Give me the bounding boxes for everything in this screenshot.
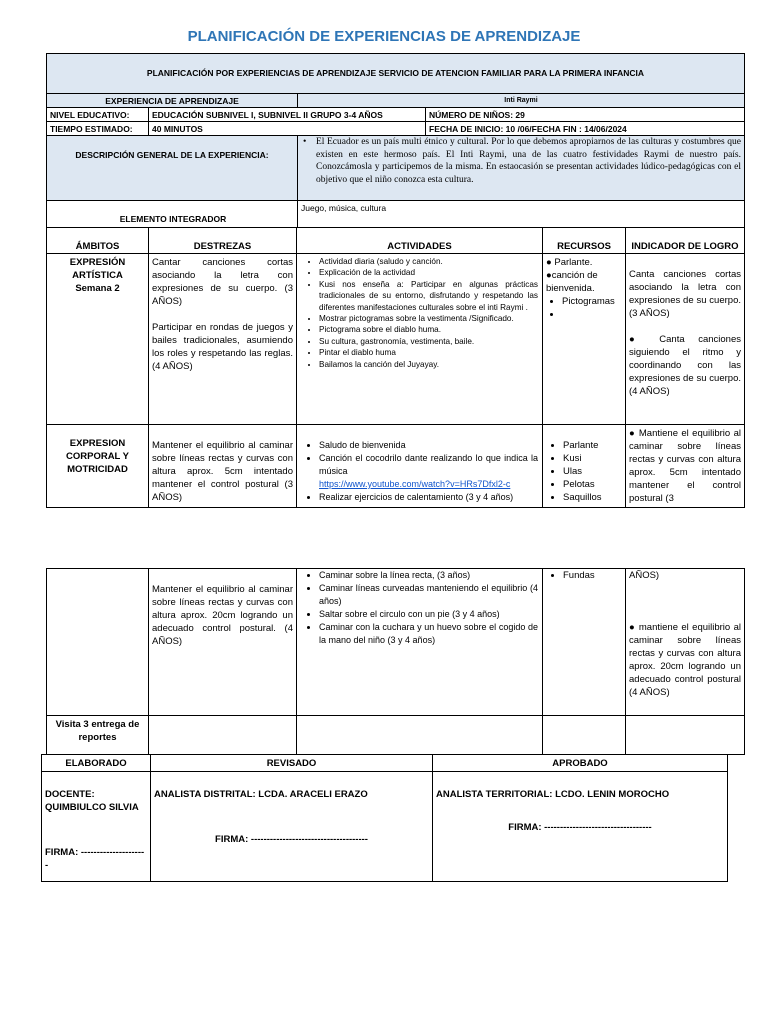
experiencia-label: EXPERIENCIA DE APRENDIZAJE	[46, 93, 298, 108]
col-destrezas: DESTREZAS	[148, 227, 297, 254]
empty-cell	[296, 715, 543, 755]
firma-line: FIRMA: -------------------------------------	[215, 834, 368, 845]
col-ambitos: ÁMBITOS	[46, 227, 149, 254]
header-main: PLANIFICACIÓN POR EXPERIENCIAS DE APRENDIZAJE SERVICIO DE ATENCION FAMILIAR PARA LA PRIMERA INFANCIA	[46, 53, 745, 108]
page-title: PLANIFICACIÓN DE EXPERIENCIAS DE APRENDIZAJE	[187, 28, 581, 45]
activity-item: • Explicación de la actividad	[319, 267, 538, 278]
row1-indicador	[625, 253, 745, 425]
p2-destreza: Mantener el equilibrio al caminar sobre líneas rectas y curvas con altura aprox. 20cm logrando un adecuado control postural. (4 AÑOS)	[148, 568, 297, 716]
recurso-item: • Fundas	[563, 569, 625, 582]
ambito-text: EXPRESIÓN ARTÍSTICA	[69, 257, 126, 281]
recurso-item: • Kusi	[563, 452, 625, 465]
indicador-text: ● mantiene el equilibrio al caminar sobre líneas rectas y curvas con altura aprox. 20cm logrando un adecuado control postural (4 AÑOS)	[629, 622, 741, 698]
elaborado-cell	[41, 771, 151, 882]
activity-item: • Caminar sobre la línea recta, (3 años)	[319, 569, 538, 582]
col-recursos: RECURSOS	[542, 227, 626, 254]
recurso-item: ●canción de bienvenida.	[546, 270, 598, 294]
empty-cell	[542, 715, 626, 755]
row1-recursos	[542, 253, 626, 425]
nivel-value: EDUCACIÓN SUBNIVEL I, SUBNIVEL II GRUPO 3-4 AÑOS	[148, 107, 426, 122]
recurso-item: • Parlante	[563, 439, 625, 452]
ninos-count: NÚMERO DE NIÑOS: 29	[425, 107, 745, 122]
tiempo-value: 40 MINUTOS	[148, 121, 426, 136]
row1-ambito	[46, 253, 149, 425]
semana-text: Semana 2	[75, 283, 120, 294]
aprobado-header: APROBADO	[432, 754, 728, 772]
indicador-text: ● Canta canciones siguiendo el ritmo y coordinando con las expresiones de su cuerpo. (4 AÑOS)	[629, 334, 741, 397]
p2-ambito	[46, 568, 149, 716]
docente-name: DOCENTE: QUIMBIULCO SILVIA	[45, 789, 139, 813]
activity-item: • Saltar sobre el circulo con un pie (3 y 4 años)	[319, 608, 538, 621]
activity-item: • Saludo de bienvenida	[319, 439, 538, 452]
row2-actividades	[296, 424, 543, 508]
indicador-text: Canta canciones cortas asociando la letra con expresiones de su cuerpo. (3 AÑOS)	[629, 269, 741, 319]
elemento-label: ELEMENTO INTEGRADOR	[119, 214, 227, 224]
recurso-item: ● Parlante.	[546, 257, 593, 268]
experiencia-value: Inti Raymi	[297, 93, 745, 108]
aprobado-cell	[432, 771, 728, 882]
bullet-icon: •	[303, 137, 307, 147]
row2-indicador: ● Mantiene el equilibrio al caminar sobre líneas rectas y curvas con altura aprox. 5cm intentado mantener el control postural (3	[625, 424, 745, 508]
row1-destrezas	[148, 253, 297, 425]
fecha: FECHA DE INICIO: 10 /06/FECHA FIN : 14/06/2024	[425, 121, 745, 136]
activity-item: • Realizar ejercicios de calentamiento (3 y 4 años)	[319, 491, 538, 504]
recurso-item: • Ulas	[563, 465, 625, 478]
tiempo-label: TIEMPO ESTIMADO:	[46, 121, 149, 136]
destreza-text: Cantar canciones cortas asociando la letra con expresiones de su cuerpo. (3 AÑOS)	[152, 257, 293, 307]
col-actividades: ACTIVIDADES	[296, 227, 543, 254]
p2-recursos	[542, 568, 626, 716]
recurso-item: • Saquillos	[563, 491, 625, 504]
row1-actividades	[296, 253, 543, 425]
elemento-value: Juego, música, cultura	[297, 200, 745, 228]
revisado-name: ANALISTA DISTRITAL: LCDA. ARACELI ERAZO	[154, 789, 368, 800]
descripcion-value	[297, 135, 745, 201]
activity-item: • Pintar el diablo huma	[319, 347, 538, 358]
aprobado-name: ANALISTA TERRITORIAL: LCDO. LENIN MOROCHO	[436, 789, 670, 800]
revisado-cell	[150, 771, 433, 882]
activity-item: • Canción el cocodrilo dante realizando lo que indica la música https://www.youtube.com/watch?v=HRs7Dfxl2-c	[319, 452, 538, 491]
empty-cell	[625, 715, 745, 755]
indicador-text: AÑOS)	[629, 570, 660, 581]
row2-recursos	[542, 424, 626, 508]
p2-actividades	[296, 568, 543, 716]
elaborado-header: ELABORADO	[41, 754, 151, 772]
recurso-item: • Pictogramas	[562, 295, 622, 308]
row2-ambito: EXPRESION CORPORAL Y MOTRICIDAD	[46, 424, 149, 508]
p2-indicador	[625, 568, 745, 716]
descripcion-label: DESCRIPCIÓN GENERAL DE LA EXPERIENCIA:	[46, 135, 298, 201]
row2-destreza: Mantener el equilibrio al caminar sobre líneas rectas y curvas con altura aprox. 5cm intentado mantener el control postural (3 AÑOS)	[148, 424, 297, 508]
activity-item: • Caminar líneas curveadas manteniendo el equilibrio (4 años)	[319, 582, 538, 608]
activity-item: • Mostrar pictogramas sobre la vestimenta /Significado.	[319, 313, 538, 324]
youtube-link[interactable]: https://www.youtube.com/watch?v=HRs7Dfxl2-c	[319, 479, 511, 489]
activity-item: • Bailamos la canción del Juyayay.	[319, 359, 538, 370]
descripcion-text: El Ecuador es un país multi étnico y cultural. Por lo que debemos apropiarnos de las culturas y costumbres que existen en este hermoso país. El Inti Raymi, una de las cuatro festividades Raymi de nuestro país. Conozcámosla y participemos de la misma. En estaocasión se presentan actividades lúdico-pedagógicas con el objetivo que el niño conozca esta cultura.	[316, 137, 741, 185]
recurso-item: • Pelotas	[563, 478, 625, 491]
nivel-label: NIVEL EDUCATIVO:	[46, 107, 149, 122]
activity-item: • Actividad diaria (saludo y canción.	[319, 256, 538, 267]
elemento-cell	[46, 200, 298, 228]
firma-line: FIRMA: ---------------------	[45, 847, 145, 871]
activity-item: • Su cultura, gastronomía, vestimenta, baile.	[319, 336, 538, 347]
visita-cell: Visita 3 entrega de reportes	[46, 715, 149, 755]
revisado-header: REVISADO	[150, 754, 433, 772]
col-indicador: INDICADOR DE LOGRO	[625, 227, 745, 254]
activity-item: • Kusi nos enseña a: Participar en algunas prácticas tradicionales de su entorno, disfrutando y respetando las diferentes manifestaciones culturales sobre el inti Raymi .	[319, 279, 538, 313]
firma-line: FIRMA: ----------------------------------	[508, 822, 652, 833]
empty-cell	[148, 715, 297, 755]
recurso-item	[562, 308, 622, 321]
activity-item: • Caminar con la cuchara y un huevo sobre el cogido de la mano del niño (3 y 4 años)	[319, 621, 538, 647]
activity-item: • Pictograma sobre el diablo huma.	[319, 324, 538, 335]
destreza-text: Participar en rondas de juegos y bailes tradicionales, asumiendo los roles y respetando las reglas. (4 AÑOS)	[152, 322, 293, 372]
